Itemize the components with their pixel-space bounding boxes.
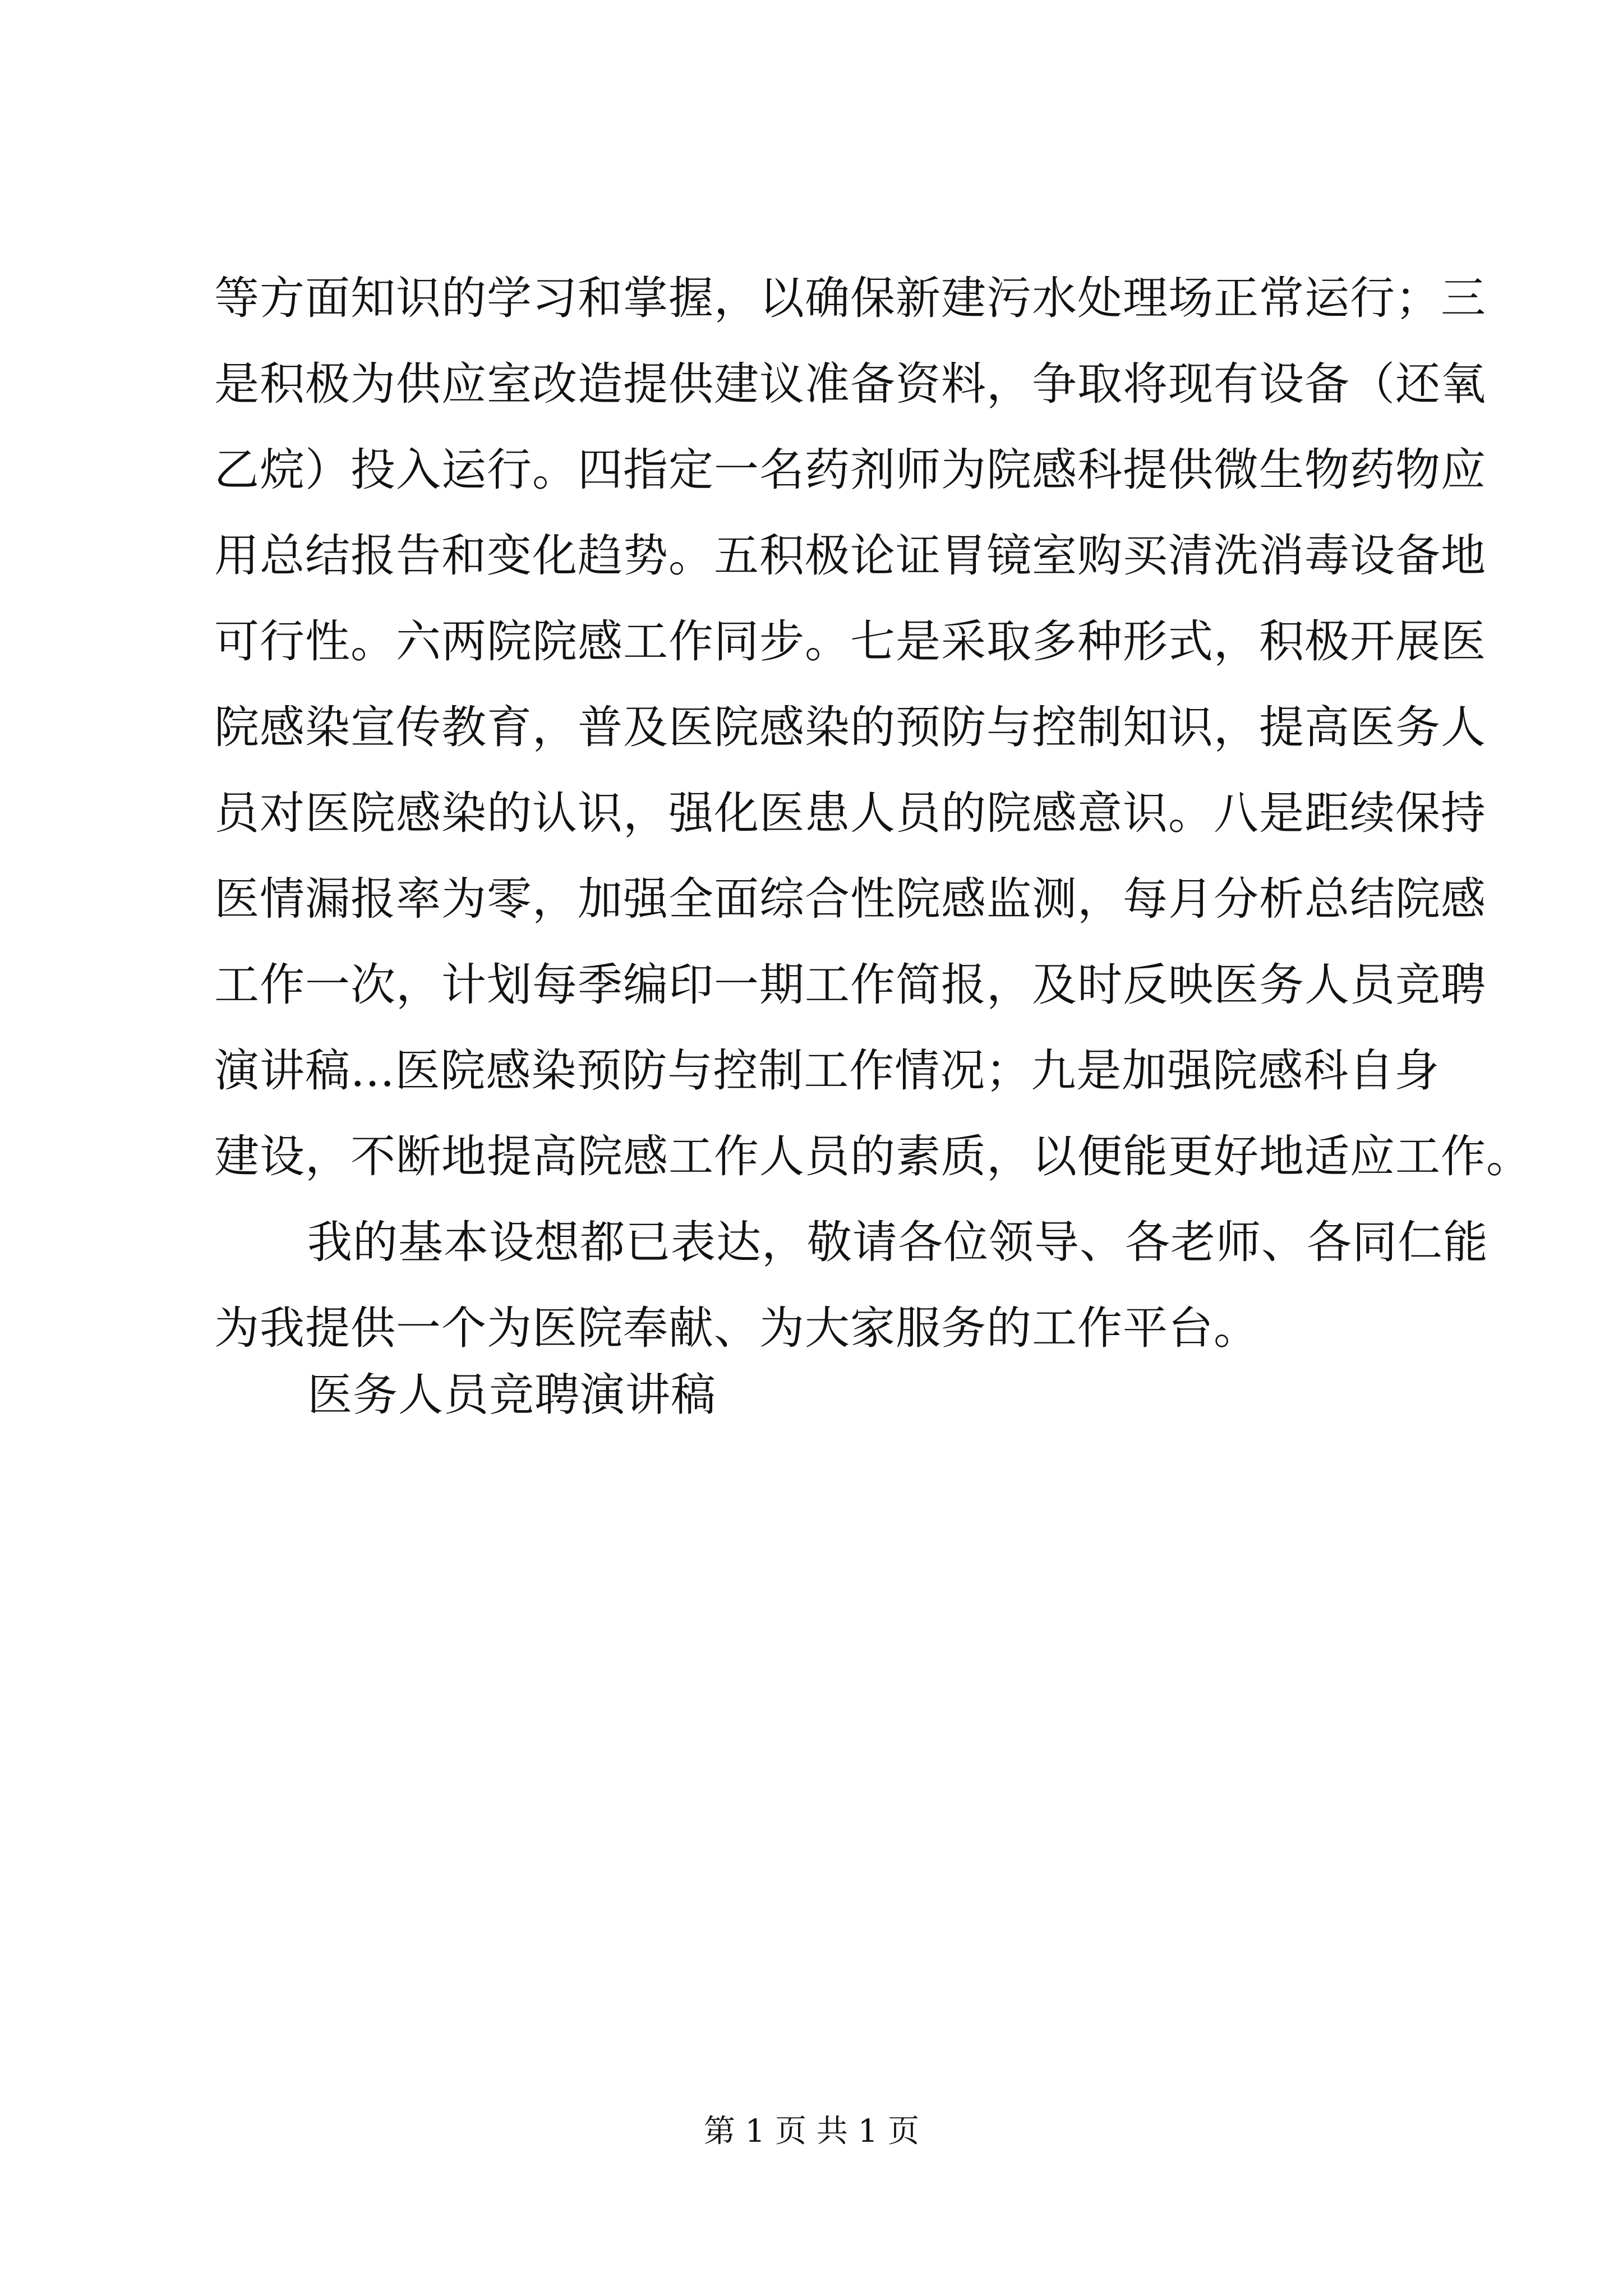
paragraph-1-line-11: 建设，不断地提高院感工作人员的素质，以便能更好地适应工作。 (214, 1130, 1532, 1182)
paragraph-1-line-8: 医情漏报率为零，加强全面综合性院感监测，每月分析总结院感 (214, 873, 1486, 925)
paragraph-1-line-10: 演讲稿...医院感染预防与控制工作情况；九是加强院感科自身 (214, 1045, 1440, 1097)
paragraph-1-line-7: 员对医院感染的认识，强化医患人员的院感意识。八是距续保持 (214, 787, 1486, 839)
closing-title: 医务人员竞聘演讲稿 (307, 1369, 716, 1421)
page-footer: 第 1 页 共 1 页 (703, 2113, 920, 2150)
paragraph-1-line-5: 可行性。六两院院感工作同步。七是采取多种形式，积极开展医 (214, 615, 1486, 668)
paragraph-1-line-9: 工作一次，计划每季编印一期工作简报，及时反映医务人员竞聘 (214, 959, 1486, 1011)
paragraph-1-line-4: 用总结报告和变化趋势。五积极论证胃镜室购买清洗消毒设备地 (214, 530, 1486, 582)
paragraph-1-line-6: 院感染宣传教育，普及医院感染的预防与控制知识，提高医务人 (214, 701, 1486, 753)
paragraph-1-line-3: 乙烷）投入运行。四指定一名药剂师为院感科提供微生物药物应 (214, 444, 1486, 496)
paragraph-2-line-1: 我的基本设想都已表达，敬请各位领导、各老师、各同仁能 (307, 1216, 1488, 1268)
document-body (214, 255, 1532, 1371)
paragraph-1-line-2: 是积极为供应室改造提供建议准备资料，争取将现有设备（还氧 (214, 358, 1486, 410)
paragraph-1-line-1: 等方面知识的学习和掌握，以确保新建污水处理场正常运行；三 (214, 272, 1486, 324)
paragraph-2-line-2: 为我提供一个为医院奉献、为大家服务的工作平台。 (214, 1302, 1259, 1354)
